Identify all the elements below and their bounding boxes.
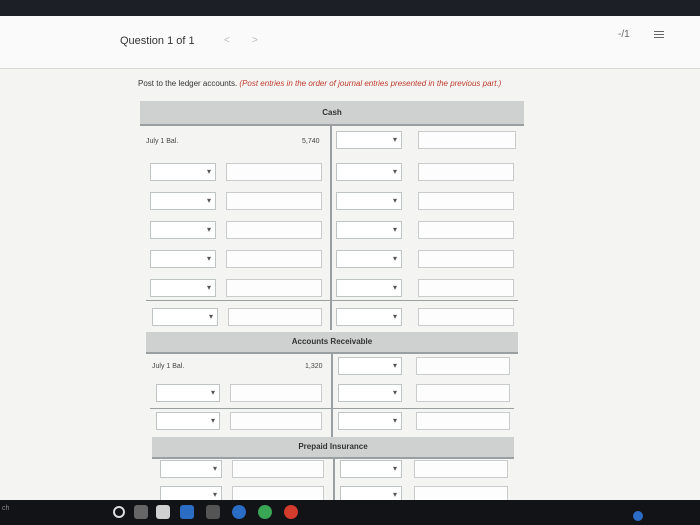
credit-total-select[interactable] (336, 308, 402, 326)
credit-amount-input[interactable] (418, 131, 516, 149)
notification-icon[interactable] (633, 511, 643, 521)
taskbar-search-text[interactable]: ch (2, 505, 10, 512)
debit-amount-input[interactable] (226, 250, 322, 268)
debit-amount-input[interactable] (226, 221, 322, 239)
debit-account-select[interactable] (160, 486, 222, 500)
ledger-title-cash: Cash (140, 101, 524, 124)
browser-top-bar (0, 0, 700, 16)
credit-account-select[interactable] (336, 250, 402, 268)
task-view-icon[interactable] (134, 505, 148, 519)
ledger-title-prepaid-insurance: Prepaid Insurance (152, 437, 514, 457)
balance-value: 1,320 (305, 363, 323, 370)
balance-value: 5,740 (302, 138, 320, 145)
debit-account-select[interactable] (156, 384, 220, 402)
credit-amount-input[interactable] (414, 460, 508, 478)
debit-account-select[interactable] (150, 250, 216, 268)
list-icon[interactable] (654, 29, 664, 40)
debit-amount-input[interactable] (226, 192, 322, 210)
debit-account-select[interactable] (150, 192, 216, 210)
debit-amount-input[interactable] (232, 460, 324, 478)
credit-total-select[interactable] (338, 412, 402, 430)
balance-label: July 1 Bal. (146, 138, 179, 145)
t-account-divider (333, 457, 335, 500)
question-title: Question 1 of 1 (120, 35, 195, 47)
debit-amount-input[interactable] (226, 279, 322, 297)
credit-amount-input[interactable] (416, 384, 510, 402)
instructions-note: (Post entries in the order of journal entries presented in the previous part.) (239, 79, 502, 88)
credit-account-select[interactable] (338, 357, 402, 375)
debit-total-input[interactable] (228, 308, 322, 326)
t-account-divider (331, 352, 333, 438)
app-icon[interactable] (206, 505, 220, 519)
credit-amount-input[interactable] (418, 250, 514, 268)
debit-total-input[interactable] (230, 412, 322, 430)
credit-account-select[interactable] (336, 221, 402, 239)
instructions-text: Post to the ledger accounts. (138, 79, 238, 88)
cortana-icon[interactable] (113, 506, 125, 518)
balance-label: July 1 Bal. (152, 363, 185, 370)
credit-total-input[interactable] (418, 308, 514, 326)
credit-amount-input[interactable] (418, 279, 514, 297)
credit-account-select[interactable] (336, 163, 402, 181)
app-red-icon[interactable] (284, 505, 298, 519)
chevron-right-icon[interactable]: > (252, 35, 258, 46)
credit-amount-input[interactable] (418, 192, 514, 210)
t-account-total-line (150, 408, 514, 409)
mail-icon[interactable] (180, 505, 194, 519)
edge-icon[interactable] (232, 505, 246, 519)
credit-amount-input[interactable] (416, 357, 510, 375)
taskbar (0, 500, 700, 525)
credit-account-select[interactable] (338, 384, 402, 402)
chevron-left-icon[interactable]: < (224, 35, 230, 46)
credit-account-select[interactable] (340, 486, 402, 500)
question-header (0, 16, 700, 69)
store-icon[interactable] (156, 505, 170, 519)
debit-amount-input[interactable] (232, 486, 324, 500)
debit-amount-input[interactable] (226, 163, 322, 181)
credit-amount-input[interactable] (418, 221, 514, 239)
t-account-top-line (140, 124, 524, 126)
credit-account-select[interactable] (340, 460, 402, 478)
debit-account-select[interactable] (150, 163, 216, 181)
debit-amount-input[interactable] (230, 384, 322, 402)
t-account-total-line (146, 300, 518, 301)
debit-total-select[interactable] (152, 308, 218, 326)
credit-amount-input[interactable] (418, 163, 514, 181)
credit-total-input[interactable] (416, 412, 510, 430)
credit-account-select[interactable] (336, 131, 402, 149)
credit-amount-input[interactable] (414, 486, 508, 500)
debit-account-select[interactable] (150, 221, 216, 239)
chrome-icon[interactable] (258, 505, 272, 519)
ledger-title-accounts-receivable: Accounts Receivable (146, 332, 518, 352)
credit-account-select[interactable] (336, 192, 402, 210)
instructions (138, 79, 501, 88)
debit-total-select[interactable] (156, 412, 220, 430)
credit-account-select[interactable] (336, 279, 402, 297)
debit-account-select[interactable] (160, 460, 222, 478)
score-display: -/1 (618, 29, 630, 40)
debit-account-select[interactable] (150, 279, 216, 297)
